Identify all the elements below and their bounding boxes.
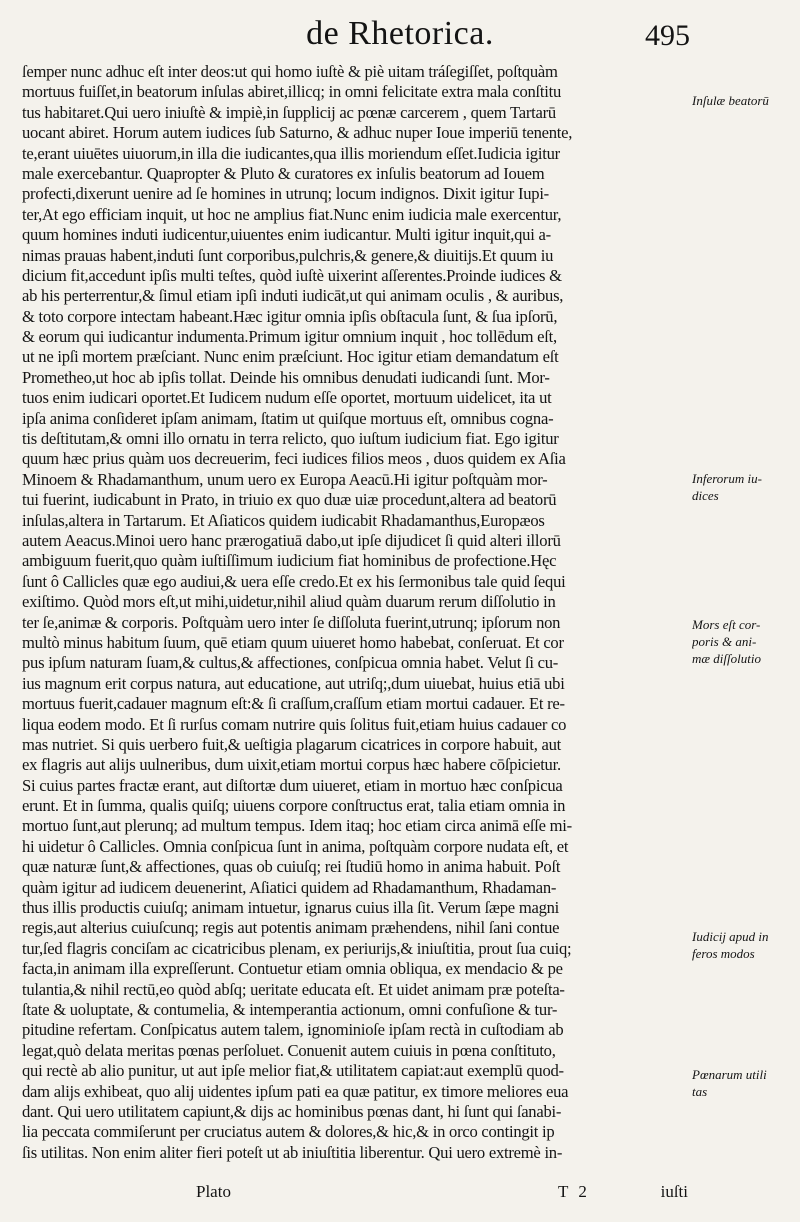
- text-line: facta,in animam illa expreſſerunt. Contuetur etiam omnia obliqua, ex mendacio & pe: [22, 959, 563, 979]
- margin-note-mors-est: [692, 616, 796, 667]
- margin-note-line: Pœnarum utili: [692, 1067, 767, 1082]
- text-line: nimas prauas habent,induti ſunt corporibus,pulchris,& genere,& diuitijs.Et quum iu: [22, 245, 554, 265]
- text-line: Minoem & Rhadamanthum, unum uero ex Europa Aeacū.Hi igitur poſtquàm mor-: [22, 469, 548, 489]
- text-line: quæ naturæ ſunt,& affectiones, quas ob cuiuſq; rei ſtudiū homo in anima habuit. Poſt: [22, 857, 561, 877]
- margin-note-line: poris & ani-: [692, 634, 757, 649]
- text-line: te,erant uiuētes uiuorum,in illa die iudicantes,qua illis moriendum eſſet.Iudicia igitur: [22, 143, 560, 163]
- text-line: dicium fit,accedunt ipſis multi teſtes, quòd iuſtè uixerint aſſerentes.Proinde iudices &: [22, 265, 562, 285]
- text-line: thus illis productis cuiuſq; animam intuetur, ignarus cuius illa ſit. Verum ſæpe magni: [22, 898, 560, 918]
- text-line: lia peccata commiſerunt per cruciatus autem & dolores,& hic,& in orco contingit ip: [22, 1122, 555, 1142]
- text-line: mas nutriet. Si quis uerbero fuit,& ueſtigia plagarum cicatrices in corpore habuit, aut: [22, 734, 562, 754]
- margin-note-inferorum-iudices: [692, 470, 796, 504]
- text-line: ſis utilitas. Non enim aliter fieri poteſt ut ab iniuſtitia liberentur. Qui uero extremè in-: [22, 1142, 563, 1162]
- text-line: ter,At ego efficiam inquit, ut hoc ne amplius fiat.Nunc enim iudicia male exercentur,: [22, 204, 562, 224]
- text-line: ambiguum fuerit,quo quàm iuſtiſſimum iudicium fiat hominibus de profectione.Hęc: [22, 551, 557, 571]
- text-line: erunt. Et in ſumma, qualis quiſq; uiuens corpore conſtructus erat, talia etiam omnia in: [22, 796, 566, 816]
- text-line: tuos enim iudicari oportet.Et Iudicem nudum eſſe oportet, mortuum uidelicet, ita ut: [22, 388, 552, 408]
- text-line: mortuus fuerit,cadauer magnum eſt:& ſi craſſum,craſſum etiam mortui cadauer. Et re-: [22, 694, 565, 714]
- text-line: ipſa anima conſideret ipſam animam, ſtatim ut quiſque mortuus eſt, omnibus cogna-: [22, 408, 554, 428]
- text-line: mortuus fuiſſet,in beatorum inſulas abiret,illicq; in omni felicitate extra mala conſtitu: [22, 82, 562, 102]
- text-line: inſulas,altera in Tartarum. Et Aſiaticos quidem iudicabit Rhadamanthus,Europæos: [22, 510, 545, 530]
- text-line: dam alijs exhibeat, quo alij uidentes ipſum pati ea quæ patitur, ex timore meliores eua: [22, 1081, 569, 1101]
- footer-catchword: iuſti: [660, 1182, 688, 1201]
- text-line: autem Aeacus.Minoi uero hanc prærogatiuā dabo,ut ipſe dijudicet ſi quid alteri illorū: [22, 530, 561, 550]
- text-line: ut ne ipſi mortem præſciant. Nunc enim præſciunt. Hoc igitur etiam demandatum eſt: [22, 347, 559, 367]
- text-line: tur,ſed flagris conciſam ac cicatricibus plenam, ex periurijs,& iniuſtitia, prout ſua cuiq;: [22, 938, 572, 958]
- margin-note-line: feros modos: [692, 946, 755, 961]
- footer-running-author: Plato: [196, 1182, 231, 1201]
- text-line: ſemper nunc adhuc eſt inter deos:ut qui homo iuſtè & piè uitam tráſegiſſet, poſtquàm: [22, 62, 558, 81]
- text-line: quàm igitur ad iudicem deuenerint, Aſiatici quidem ad Rhadamanthum, Rhadaman-: [22, 877, 557, 897]
- text-line: hi uidetur ô Callicles. Omnia conſpicua ſunt in anima, poſtquàm corpore nudata eſt, et: [22, 836, 569, 856]
- text-line: & eorum qui iudicantur indumenta.Primum igitur omnium inquit , hoc tollēdum eſt,: [22, 327, 557, 347]
- text-line: & toto corpore intectam habeant.Hæc igitur omnia ipſis obſtacula ſunt, & ſua ipſorū,: [22, 306, 558, 326]
- text-line: qui rectè ab alio punitur, ut aut ipſe melior fiat,& utilitatem capiat:aut exemplū quod-: [22, 1061, 564, 1081]
- text-line: mortuo ſunt,aut plerunq; ad multum tempus. Idem itaq; hoc etiam circa animā eſſe mi-: [22, 816, 572, 836]
- text-line: liqua eodem modo. Et ſi rurſus comam nutrire quis ſolitus fuit,etiam huius cadauer co: [22, 714, 567, 734]
- page-number: 495: [645, 19, 690, 52]
- text-line: dant. Qui uero utilitatem capiunt,& dijs ac hominibus pœnas dant, hi ſunt qui ſanabi-: [22, 1101, 562, 1121]
- text-line: tui fuerint, iudicabunt in Prato, in triuio ex quo duæ uiæ procedunt,altera ad beatorū: [22, 490, 557, 510]
- text-line: Si cuius partes fractæ erant, aut diſtortæ dum uiueret, etiam in mortuo hæc conſpicua: [22, 775, 563, 795]
- margin-note-line: dices: [692, 488, 719, 503]
- text-line: Prometheo,ut hoc ab ipſis tollat. Deinde his omnibus denudati iudicandi ſunt. Mor-: [22, 367, 550, 387]
- text-line: legat,quò delata meritas pœnas perſoluet. Conuenit autem cuiuis in pœna conſtituto,: [22, 1040, 556, 1060]
- margin-note-poenarum-utilitas: [692, 1066, 796, 1100]
- body-text: [22, 62, 688, 1163]
- text-line: ter ſe,animæ & corporis. Poſtquàm uero inter ſe diſſoluta fuerint,utrunq; ipſorum non: [22, 612, 561, 632]
- text-line: exiſtimo. Quòd mors eſt,ut mihi,uidetur,nihil aliud quàm duarum rerum diſſolutio in: [22, 592, 556, 612]
- text-line: ius magnum erit corpus natura, aut educatione, aut utriſq;,dum uiuebat, huius etiā ubi: [22, 673, 565, 693]
- text-line: ex flagris aut alijs uulneribus, dum uixit,etiam mortui corpus hæc habere cōſpicietur.: [22, 755, 561, 775]
- text-line: ſtate & uoluptate, & contumelia, & intemperantia actionum, omni confuſione & tur-: [22, 999, 558, 1019]
- text-line: ab his perterrentur,& ſimul etiam ipſi induti iudicāt,ut qui animam oculis , & auribus,: [22, 286, 564, 306]
- running-title: de Rhetorica.: [306, 15, 494, 52]
- margin-note-line: Inſulæ beatorū: [692, 93, 769, 108]
- text-line: tis deſtitutam,& omni illo ornatu in terra relicto, quo iuſtum iudicium fiat. Ego igitur: [22, 429, 559, 449]
- margin-note-line: mæ diſſolutio: [692, 651, 761, 666]
- footer-signature: T 2: [558, 1182, 590, 1201]
- text-line: tus habitaret.Qui uero iniuſtè & impiè,in ſupplicij ac pœnæ carcerem , quem Tartarū: [22, 102, 556, 122]
- text-line: tulantia,& nihil rectū,eo quòd abſq; ueritate educata eſt. Et uidet animam præ poteſta-: [22, 979, 565, 999]
- margin-note-insulae-beatorum: [692, 92, 796, 109]
- text-line: pitudine refertam. Conſpicatus autem talem, ignominioſe ipſam rectà in cuſtodiam ab: [22, 1020, 564, 1040]
- margin-note-iudicij-modos: [692, 928, 796, 962]
- text-line: multò minus habitum ſuum, quē etiam quum uiueret homo habebat, conſeruat. Et cor: [22, 632, 564, 652]
- text-line: quum homines induti iudicentur,uiuentes enim iudicantur. Multi igitur inquit,qui a-: [22, 225, 551, 245]
- text-line: profecti,dixerunt uenire ad ſe homines in utrunq; locum indignos. Dixit igitur Iupi-: [22, 184, 549, 204]
- text-line: male exercebantur. Quapropter & Pluto & curatores ex inſulis beatorum ad Iouem: [22, 163, 545, 183]
- text-line: quum hæc prius quàm uos decreuerim, feci iudices filios meos , duos quidem ex Aſia: [22, 449, 566, 469]
- margin-note-line: Iudicij apud in: [692, 929, 769, 944]
- text-line: uocant abiret. Horum autem iudices ſub Saturno, & adhuc nuper Ioue imperiū tenente,: [22, 123, 573, 143]
- text-line: pus ipſum naturam ſuam,& cultus,& affectiones, conſpicua omnia habet. Velut ſi cu-: [22, 653, 559, 673]
- text-line: ſunt ô Callicles quæ ego audiui,& uera eſſe credo.Et ex his ſermonibus tale quid ſequi: [22, 571, 566, 591]
- margin-note-line: tas: [692, 1084, 708, 1099]
- text-line: regis,aut alterius cuiuſcunq; regis aut potentis animam præhendens, nihil ſani contue: [22, 918, 560, 938]
- margin-note-line: Mors eſt cor-: [692, 617, 761, 632]
- margin-note-line: Inferorum iu-: [692, 471, 762, 486]
